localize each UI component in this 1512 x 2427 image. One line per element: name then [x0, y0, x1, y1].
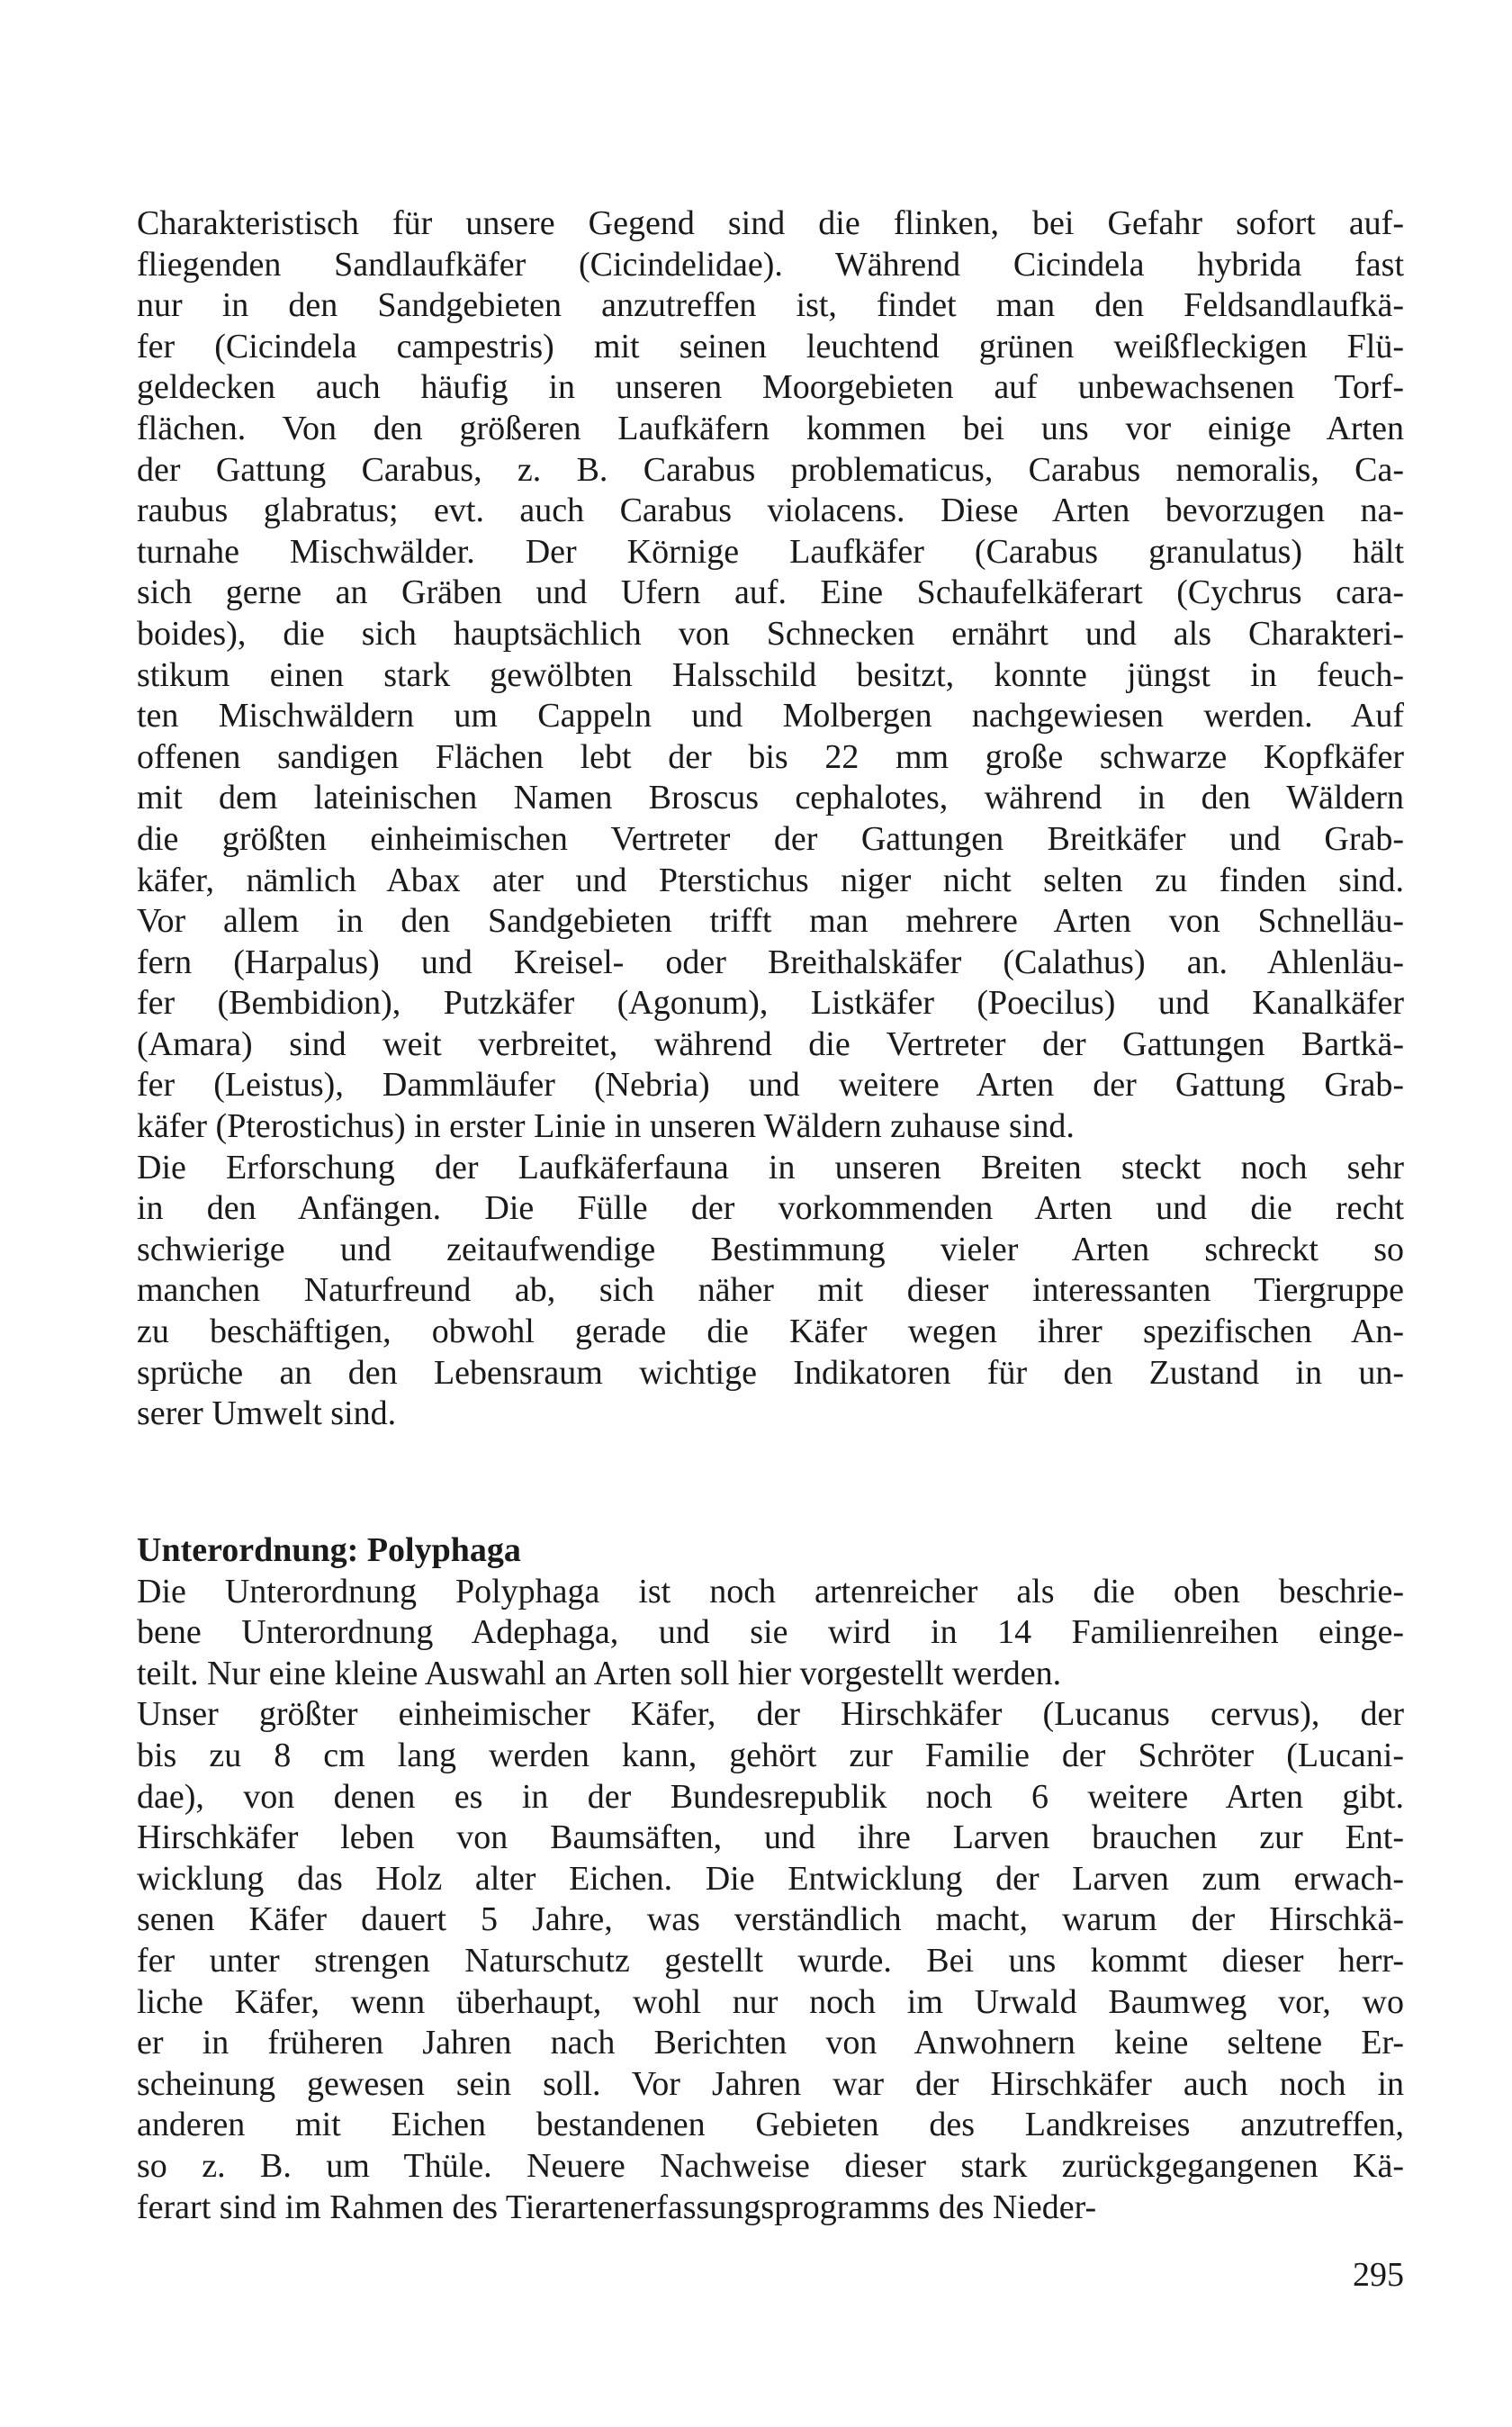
text-line: käfer (Pterostichus) in erster Linie in unseren Wäldern zuhause sind.	[137, 1107, 1075, 1146]
text-line: fern (Harpalus) und Kreisel- oder Breithalskäfer (Calathus) an. Ahlenläu-	[137, 943, 1404, 981]
text-line: der Gattung Carabus, z. B. Carabus problematicus, Carabus nemoralis, Ca-	[137, 450, 1404, 489]
text-line: Charakteristisch für unsere Gegend sind die flinken, bei Gefahr sofort auf-	[137, 204, 1404, 242]
body-text-section-1	[137, 203, 1404, 1435]
text-line: fer (Cicindela campestris) mit seinen leuchtend grünen weißfleckigen Flü-	[137, 327, 1404, 365]
text-line: scheinung gewesen sein soll. Vor Jahren war der Hirschkäfer auch noch in	[137, 2064, 1404, 2103]
text-line: senen Käfer dauert 5 Jahre, was verständlich macht, warum der Hirschkä-	[137, 1900, 1404, 1939]
page-number: 295	[1353, 2256, 1404, 2294]
text-line: bis zu 8 cm lang werden kann, gehört zur Familie der Schröter (Lucani-	[137, 1736, 1404, 1774]
text-line: er in früheren Jahren nach Berichten von Anwohnern keine seltene Er-	[137, 2024, 1404, 2062]
text-line: anderen mit Eichen bestandenen Gebieten des Landkreises anzutreffen,	[137, 2106, 1404, 2144]
text-line: ferart sind im Rahmen des Tierartenerfassungsprogramms des Nieder-	[137, 2188, 1097, 2226]
text-line: turnahe Mischwälder. Der Körnige Laufkäfer (Carabus granulatus) hält	[137, 532, 1404, 571]
text-line: zu beschäftigen, obwohl gerade die Käfer wegen ihrer spezifischen An-	[137, 1313, 1404, 1351]
text-line: sprüche an den Lebensraum wichtige Indikatoren für den Zustand in un-	[137, 1353, 1404, 1392]
text-line: fer (Leistus), Dammläufer (Nebria) und weitere Arten der Gattung Grab-	[137, 1066, 1404, 1105]
paragraph-carabidae	[137, 203, 1404, 1148]
paragraph-polyphaga-intro	[137, 1572, 1404, 1695]
text-line: mit dem lateinischen Namen Broscus cephalotes, während in den Wäldern	[137, 779, 1404, 817]
text-line: serer Umwelt sind.	[137, 1394, 397, 1433]
text-line: geldecken auch häufig in unseren Moorgebieten auf unbewachsenen Torf-	[137, 368, 1404, 407]
text-line: bene Unterordnung Adephaga, und sie wird in 14 Familienreihen einge-	[137, 1613, 1404, 1652]
paragraph-research	[137, 1148, 1404, 1435]
text-line: raubus glabratus; evt. auch Carabus violacens. Diese Arten bevorzugen na-	[137, 492, 1404, 530]
text-line: die größten einheimischen Vertreter der Gattungen Breitkäfer und Grab-	[137, 819, 1404, 858]
text-line: fer (Bembidion), Putzkäfer (Agonum), Listkäfer (Poecilus) und Kanalkäfer	[137, 984, 1404, 1023]
body-text-section-2	[137, 1530, 1404, 2228]
text-line: liche Käfer, wenn überhaupt, wohl nur noch im Urwald Baumweg vor, wo	[137, 1982, 1404, 2021]
text-line: Die Erforschung der Laufkäferfauna in unseren Breiten steckt noch sehr	[137, 1148, 1404, 1186]
text-line: schwierige und zeitaufwendige Bestimmung vieler Arten schreckt so	[137, 1230, 1404, 1268]
text-line: fliegenden Sandlaufkäfer (Cicindelidae). Während Cicindela hybrida fast	[137, 245, 1404, 284]
text-line: nur in den Sandgebieten anzutreffen ist, findet man den Feldsandlaufkä-	[137, 286, 1404, 325]
text-line: manchen Naturfreund ab, sich näher mit dieser interessanten Tiergruppe	[137, 1271, 1404, 1310]
text-line: in den Anfängen. Die Fülle der vorkommenden Arten und die recht	[137, 1189, 1404, 1228]
text-line: offenen sandigen Flächen lebt der bis 22 mm große schwarze Kopfkäfer	[137, 737, 1404, 776]
text-line: so z. B. um Thüle. Neuere Nachweise dieser stark zurückgegangenen Kä-	[137, 2146, 1404, 2185]
text-line: sich gerne an Gräben und Ufern auf. Eine Schaufelkäferart (Cychrus cara-	[137, 573, 1404, 612]
text-line: (Amara) sind weit verbreitet, während die Vertreter der Gattungen Bartkä-	[137, 1024, 1404, 1063]
text-line: boides), die sich hauptsächlich von Schnecken ernährt und als Charakteri-	[137, 614, 1404, 653]
text-line: fer unter strengen Naturschutz gestellt wurde. Bei uns kommt dieser herr-	[137, 1941, 1404, 1980]
text-line: Hirschkäfer leben von Baumsäften, und ihre Larven brauchen zur Ent-	[137, 1818, 1404, 1857]
text-line: Unser größter einheimischer Käfer, der Hirschkäfer (Lucanus cervus), der	[137, 1695, 1404, 1734]
text-line: käfer, nämlich Abax ater und Pterstichus niger nicht selten zu finden sind.	[137, 861, 1404, 899]
text-line: ten Mischwäldern um Cappeln und Molbergen nachgewiesen werden. Auf	[137, 697, 1404, 735]
text-line: Vor allem in den Sandgebieten trifft man mehrere Arten von Schnelläu-	[137, 902, 1404, 941]
section-heading: Unterordnung: Polyphaga	[137, 1531, 521, 1569]
text-line: wicklung das Holz alter Eichen. Die Entwicklung der Larven zum erwach-	[137, 1859, 1404, 1898]
text-line: dae), von denen es in der Bundesrepublik noch 6 weitere Arten gibt.	[137, 1777, 1404, 1816]
text-line: teilt. Nur eine kleine Auswahl an Arten soll hier vorgestellt werden.	[137, 1654, 1062, 1692]
paragraph-lucanus	[137, 1694, 1404, 2228]
text-line: flächen. Von den größeren Laufkäfern kommen bei uns vor einige Arten	[137, 409, 1404, 447]
text-line: stikum einen stark gewölbten Halsschild besitzt, konnte jüngst in feuch-	[137, 655, 1404, 694]
text-line: Die Unterordnung Polyphaga ist noch artenreicher als die oben beschrie-	[137, 1572, 1404, 1610]
